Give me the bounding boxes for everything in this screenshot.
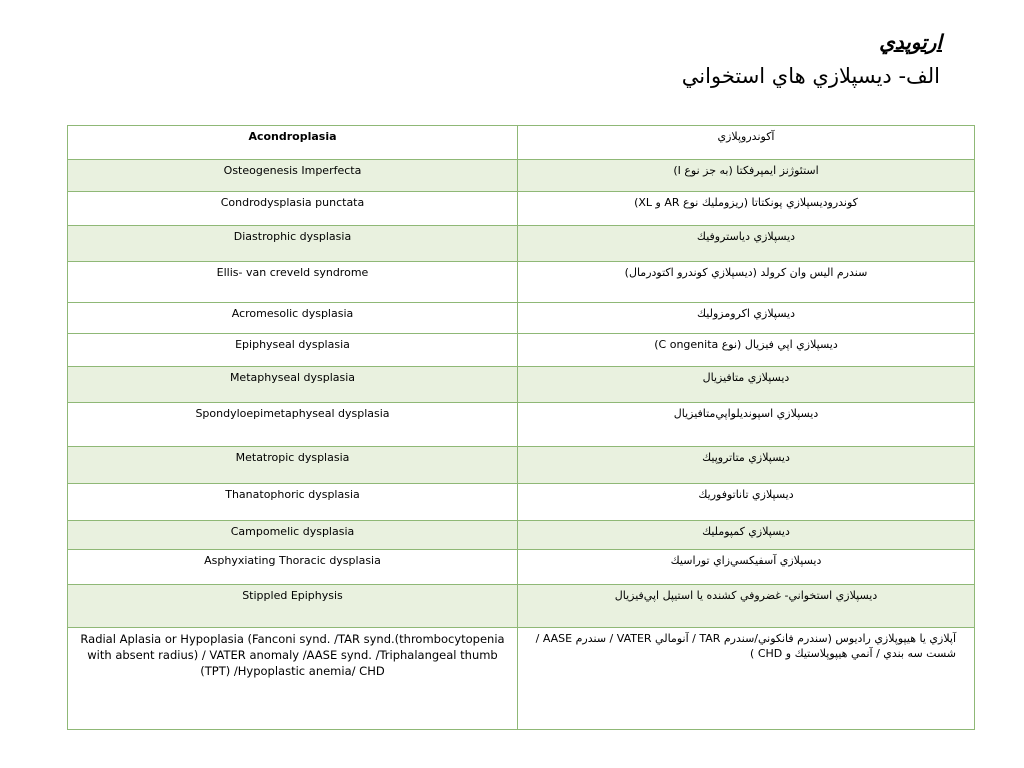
- cell-persian: آكوندروپلازي: [518, 126, 975, 160]
- cell-english: Epiphyseal dysplasia: [68, 334, 518, 367]
- cell-persian: ديسپلازي استخواني- غضروفي كشنده يا استيپل اپي‌فيزيال: [518, 585, 975, 628]
- cell-persian: آپلازي يا هيپوپلازي راديوس (سندرم فانكوني/سندرم TAR / آنومالي VATER / سندرم AASE / شست سه بندي / آنمي هيپوپلاستيك و CHD ): [518, 628, 975, 730]
- cell-persian: ديسپلازي تاناتوفوريك: [518, 484, 975, 521]
- cell-english: Diastrophic dysplasia: [68, 226, 518, 262]
- cell-english: Spondyloepimetaphyseal dysplasia: [68, 403, 518, 447]
- table-row: [68, 303, 975, 334]
- cell-persian: ديسپلازي اكرومزوليك: [518, 303, 975, 334]
- cell-english: Acondroplasia: [68, 126, 518, 160]
- table-row: [68, 160, 975, 192]
- cell-english: Asphyxiating Thoracic dysplasia: [68, 550, 518, 585]
- cell-persian: ديسپلازي دياستروفيك: [518, 226, 975, 262]
- cell-persian: استئوژنز ايمپرفكتا (به جز نوع I): [518, 160, 975, 192]
- dysplasia-table: [67, 125, 975, 730]
- section-subtitle: الف- ديسپلازي هاي استخواني: [681, 64, 940, 88]
- table-row: [68, 192, 975, 226]
- table-row: [68, 585, 975, 628]
- cell-persian: ديسپلازي اپي فيزيال (نوع C ongenita): [518, 334, 975, 367]
- cell-persian: ديسپلازي متاتروپيك: [518, 447, 975, 484]
- table-row: [68, 334, 975, 367]
- table-row: [68, 403, 975, 447]
- cell-persian: كوندروديسپلازي پونكتاتا (ريزومليك نوع AR و XL): [518, 192, 975, 226]
- cell-english: Campomelic dysplasia: [68, 521, 518, 550]
- table-row: [68, 521, 975, 550]
- cell-english: Metaphyseal dysplasia: [68, 367, 518, 403]
- cell-english: Stippled Epiphysis: [68, 585, 518, 628]
- cell-english: Metatropic dysplasia: [68, 447, 518, 484]
- cell-persian: ديسپلازي كمپومليك: [518, 521, 975, 550]
- cell-english: Condrodysplasia punctata: [68, 192, 518, 226]
- cell-persian: ديسپلازي آسفيكسي‌زاي توراسيك: [518, 550, 975, 585]
- cell-english: Osteogenesis Imperfecta: [68, 160, 518, 192]
- table-row: [68, 262, 975, 303]
- table-row: [68, 484, 975, 521]
- cell-persian: ديسپلازي متافيزيال: [518, 367, 975, 403]
- table-row: [68, 226, 975, 262]
- cell-english: Radial Aplasia or Hypoplasia (Fanconi synd. /TAR synd.(thrombocytopenia with absent radius) / VATER anomaly /AASE synd. /Triphalangeal thumb (TPT) /Hypoplastic anemia/ CHD: [68, 628, 518, 730]
- table-row: [68, 126, 975, 160]
- table-row: [68, 367, 975, 403]
- page-title: ارتوپدي: [879, 30, 942, 54]
- cell-english: Ellis- van creveld syndrome: [68, 262, 518, 303]
- cell-english: Acromesolic dysplasia: [68, 303, 518, 334]
- cell-persian: ديسپلازي اسپونديلواپي‌متافيزيال: [518, 403, 975, 447]
- table-row: [68, 550, 975, 585]
- cell-english: Thanatophoric dysplasia: [68, 484, 518, 521]
- table-row: [68, 447, 975, 484]
- cell-persian: سندرم اليس وان كرولد (ديسپلازي كوندرو اكتودرمال): [518, 262, 975, 303]
- table-row: [68, 628, 975, 730]
